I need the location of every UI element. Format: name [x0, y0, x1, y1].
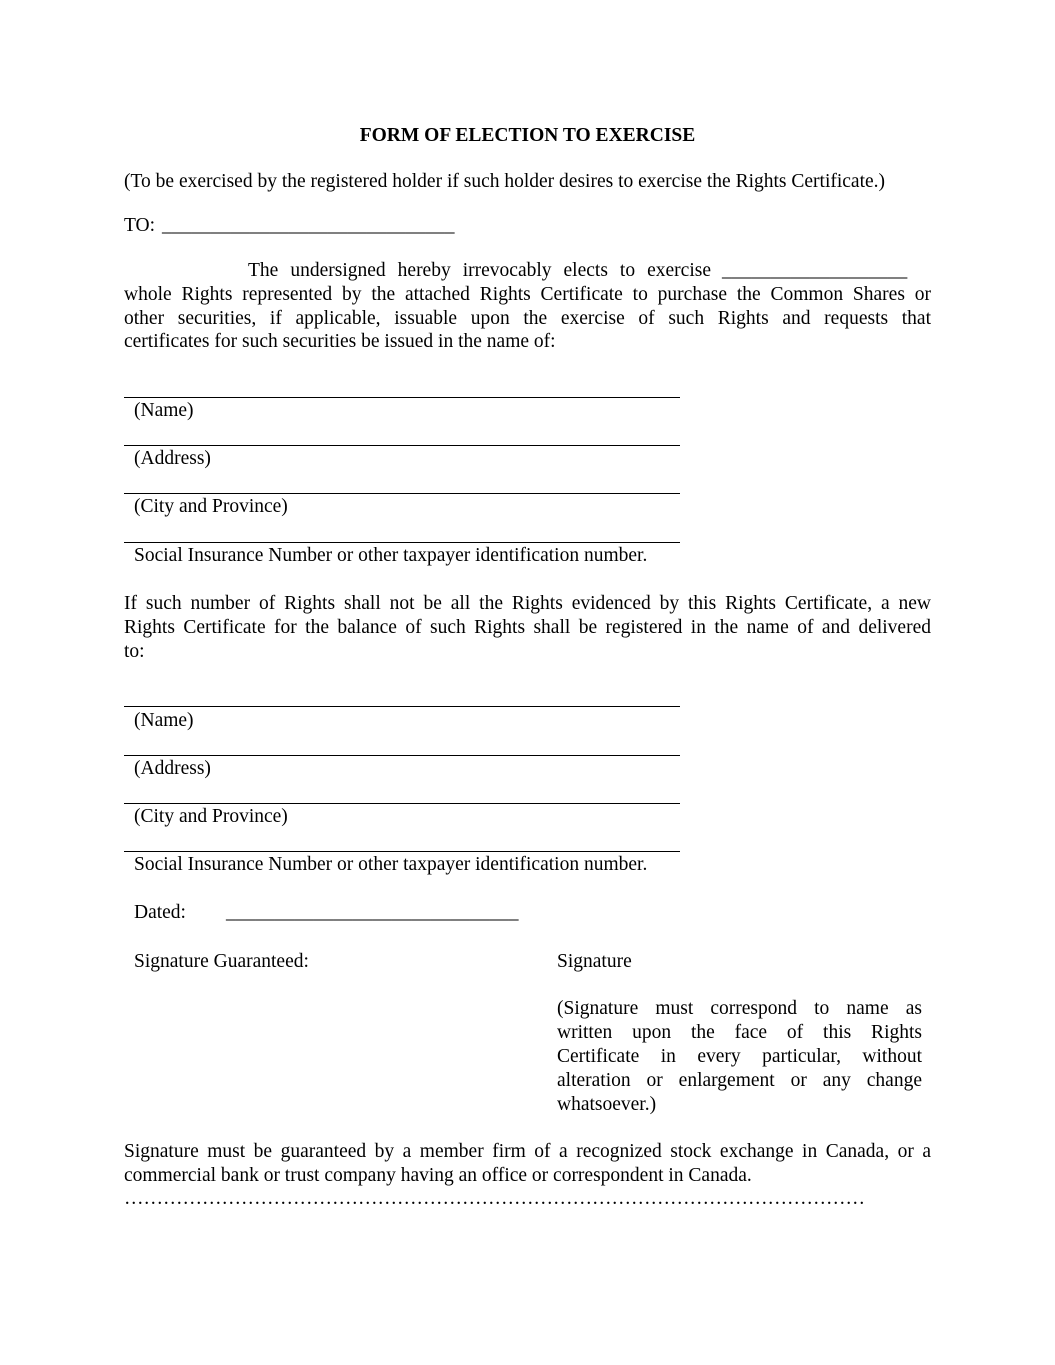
election-line-3: other securities, if applicable, issuable upon the exercise of such Rights and requests that	[124, 308, 931, 329]
city-line	[124, 493, 680, 494]
address-label: (Address)	[134, 448, 211, 469]
sin-label: Social Insurance Number or other taxpayer identification number.	[134, 545, 648, 566]
city-label: (City and Province)	[134, 806, 288, 827]
name-line	[124, 397, 680, 398]
name-label: (Name)	[134, 710, 194, 731]
to-label: TO:	[124, 215, 156, 236]
sin-line	[124, 542, 680, 543]
guarantee-line-2: commercial bank or trust company having an office or correspondent in Canada.	[124, 1165, 752, 1186]
signature-guaranteed-label: Signature Guaranteed:	[134, 951, 309, 972]
dotted-separator: ……………………………………………………………………………………………………	[124, 1188, 865, 1209]
dated-label: Dated:	[134, 902, 186, 923]
city-label: (City and Province)	[134, 496, 288, 517]
election-line-1: The undersigned hereby irrevocably elects to exercise	[248, 260, 711, 281]
exercise-count-blank: ___________________	[722, 260, 908, 281]
form-title: FORM OF ELECTION TO EXERCISE	[359, 125, 696, 146]
signature-note-line-2: written upon the face of this Rights	[557, 1022, 922, 1043]
balance-line-2: Rights Certificate for the balance of such Rights shall be registered in the name of and delivered	[124, 617, 931, 638]
city-line	[124, 803, 680, 804]
address-label: (Address)	[134, 758, 211, 779]
signature-note	[557, 997, 922, 1117]
election-line-4: certificates for such securities be issued in the name of:	[124, 331, 556, 352]
election-line-2: whole Rights represented by the attached Rights Certificate to purchase the Common Shares or	[124, 284, 931, 305]
to-blank: ______________________________	[162, 215, 455, 236]
address-line	[124, 445, 680, 446]
guarantee-line-1: Signature must be guaranteed by a member firm of a recognized stock exchange in Canada, or a	[124, 1141, 931, 1162]
sin-line	[124, 851, 680, 852]
name-label: (Name)	[134, 400, 194, 421]
name-line	[124, 706, 680, 707]
sin-label: Social Insurance Number or other taxpayer identification number.	[134, 854, 648, 875]
balance-line-1: If such number of Rights shall not be all the Rights evidenced by this Rights Certificate, a new	[124, 593, 931, 614]
balance-line-3: to:	[124, 641, 145, 662]
signature-note-line-4: alteration or enlargement or any change	[557, 1070, 922, 1091]
signature-note-line-3: Certificate in every particular, without	[557, 1046, 922, 1067]
address-line	[124, 755, 680, 756]
intro-text: (To be exercised by the registered holder if such holder desires to exercise the Rights Certificate.)	[124, 171, 886, 192]
dated-blank: ______________________________	[226, 902, 519, 923]
signature-note-line-5: whatsoever.)	[557, 1094, 657, 1115]
signature-note-line-1: (Signature must correspond to name as	[557, 998, 922, 1019]
signature-label: Signature	[557, 951, 632, 972]
